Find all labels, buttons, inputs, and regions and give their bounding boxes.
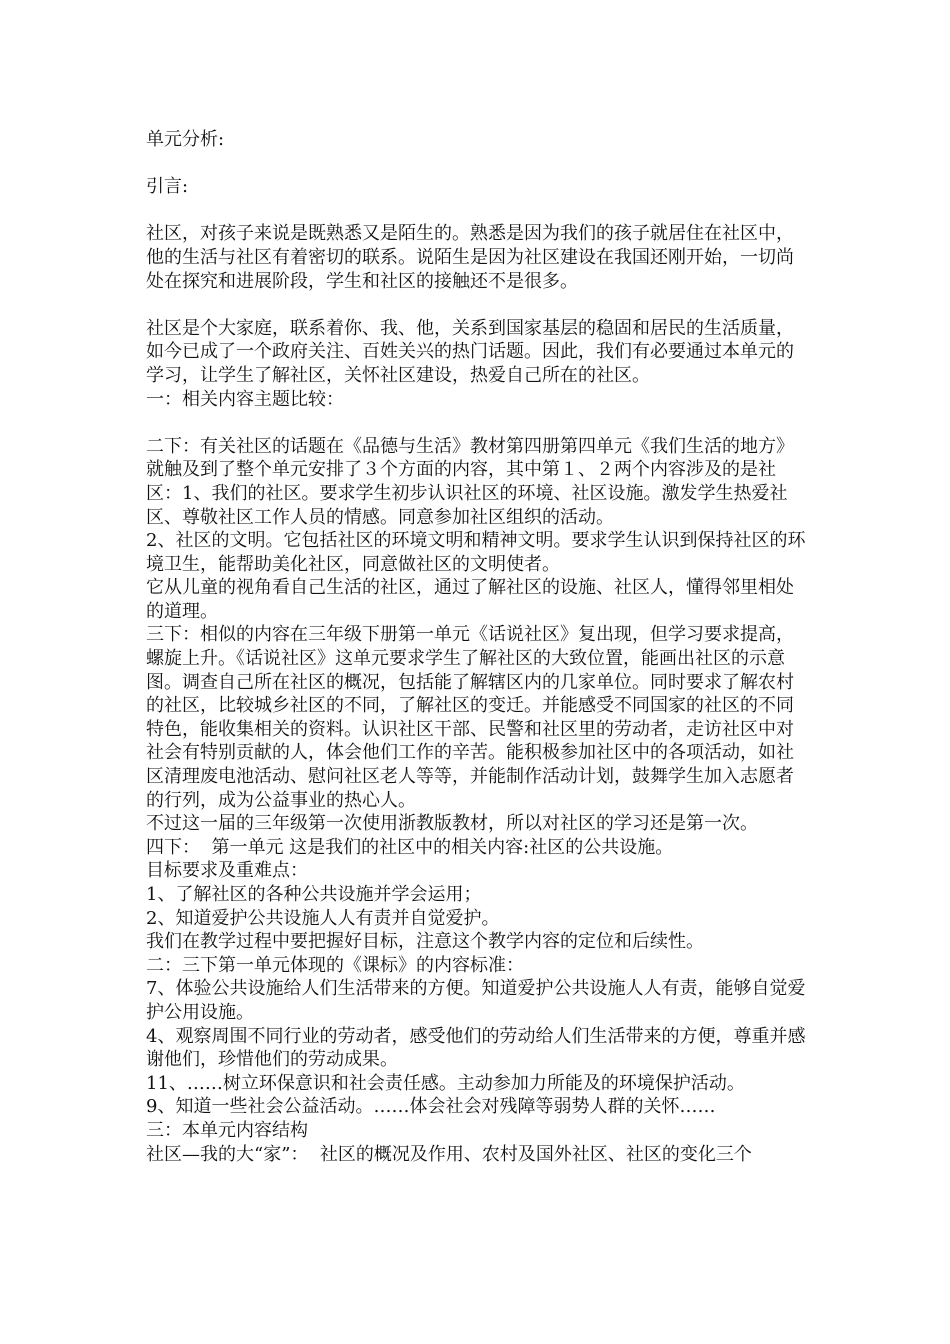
- paragraph-teaching-note: 我们在教学过程中要把握好目标，注意这个教学内容的定位和后续性。: [146, 931, 704, 953]
- standard-item-11: 11、……树立环保意识和社会责任感。主动参加力所能及的环境保护活动。: [146, 1072, 745, 1094]
- introduction-heading: 引言:: [146, 176, 189, 198]
- section-heading-structure: 三：本单元内容结构: [146, 1119, 308, 1141]
- paragraph-first-use: 不过这一届的三年级第一次使用浙教版教材，所以对社区的学习还是第一次。: [146, 813, 758, 835]
- unit-analysis-heading: 单元分析:: [146, 129, 225, 150]
- paragraph-community-familiarity: 社区，对孩子来说是既熟悉又是陌生的。熟悉是因为我们的孩子就居住在社区中，他的生活与社区有着密切的联系。说陌生是因为社区建设在我国还刚开始，一切尚处在探究和进展阶段，学生和社区的接触还不是很多。: [146, 223, 794, 292]
- section-heading-comparison: 一：相关内容主题比较：: [146, 388, 344, 410]
- paragraph-grade4-content: 四下： 第一单元 这是我们的社区中的相关内容:社区的公共设施。: [146, 836, 674, 858]
- paragraph-child-perspective: 它从儿童的视角看自己生活的社区，通过了解社区的设施、社区人，懂得邻里相处的道理。: [146, 577, 794, 622]
- section-heading-standards: 二：三下第一单元体现的《课标》的内容标准：: [146, 954, 524, 976]
- paragraph-grade2-content: 二下：有关社区的话题在《品德与生活》教材第四册第四单元《我们生活的地方》就触及到了整个单元安排了３个方面的内容，其中第１、２两个内容涉及的是社区：1、我们的社区。要求学生初步认识社区的环境、社区设施。激发学生热爱社区、尊敬社区工作人员的情感。同意参加社区组织的活动。: [146, 435, 794, 528]
- goal-item-2: 2、知道爱护公共设施人人有责并自觉爱护。: [146, 907, 500, 929]
- goals-heading: 目标要求及重难点：: [146, 860, 308, 882]
- paragraph-community-civility: 2、社区的文明。它包括社区的环境文明和精神文明。要求学生认识到保持社区的环境卫生，能帮助美化社区，同意做社区的文明使者。: [146, 530, 806, 575]
- paragraph-community-family: 社区是个大家庭，联系着你、我、他，关系到国家基层的稳固和居民的生活质量，如今已成了一个政府关注、百姓关兴的热门话题。因此，我们有必要通过本单元的学习，让学生了解社区，关怀社区建设，热爱自己所在的社区。: [146, 317, 794, 386]
- paragraph-structure-line: 社区—我的大“家”： 社区的概况及作用、农村及国外社区、社区的变化三个: [146, 1143, 752, 1165]
- standard-item-7: 7、体验公共设施给人们生活带来的方便。知道爱护公共设施人人有责，能够自觉爱护公用设施。: [146, 978, 806, 1023]
- goal-item-1: 1、了解社区的各种公共设施并学会运用；: [146, 884, 482, 905]
- paragraph-grade3-content: 三下：相似的内容在三年级下册第一单元《话说社区》复出现，但学习要求提高，螺旋上升。《话说社区》这单元要求学生了解社区的大致位置，能画出社区的示意图。调查自己所在社区的概况，包括能了解辖区内的几家单位。同时要求了解农村的社区，比较城乡社区的不同，了解社区的变迁。并能感受不同国家的社区的不同特色，能收集相关的资料。认识社区干部、民警和社区里的劳动者，走访社区中对社会有特别贡献的人，体会他们工作的辛苦。能积极参加社区中的各项活动，如社区清理废电池活动、慰问社区老人等等，并能制作活动计划，鼓舞学生加入志愿者的行列，成为公益事业的热心人。: [146, 624, 794, 811]
- standard-item-9: 9、知道一些社会公益活动。……体会社会对残障等弱势人群的关怀……: [146, 1096, 716, 1118]
- standard-item-4: 4、观察周围不同行业的劳动者，感受他们的劳动给人们生活带来的方便，尊重并感谢他们，珍惜他们的劳动成果。: [146, 1025, 806, 1071]
- document-body: [146, 128, 810, 1166]
